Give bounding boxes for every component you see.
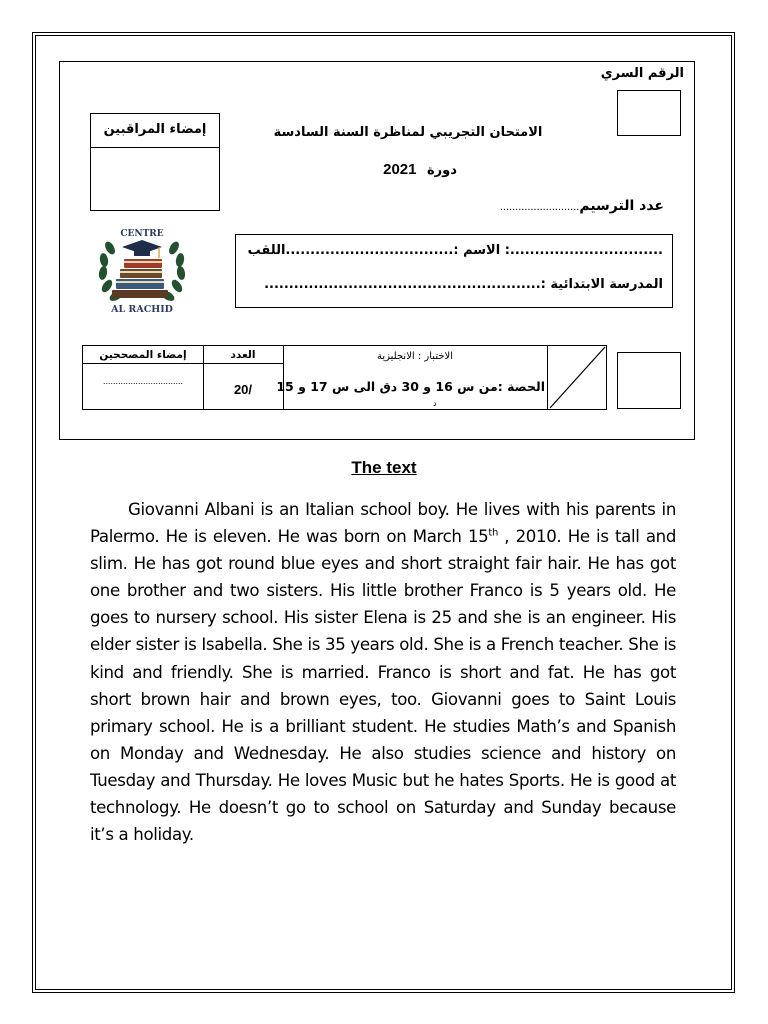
- correctors-signature-field[interactable]: ................................: [102, 376, 183, 386]
- passage-sup: th: [488, 527, 498, 539]
- reading-passage: [90, 496, 676, 848]
- supervisors-signature-label: إمضاء المراقبين: [91, 114, 219, 148]
- subject-label: الاختبار : الانجليزية: [376, 351, 453, 362]
- secret-number-box: [617, 90, 681, 136]
- name-field[interactable]: ...............................: الاسم :..................................اللقب: [247, 243, 663, 258]
- registration-line: [470, 197, 664, 215]
- correctors-signature-label: إمضاء المصححين: [99, 349, 187, 361]
- secret-number-label: الرقم السري: [600, 66, 684, 81]
- logo-bottom-text: AL RACHID: [111, 304, 173, 315]
- supervisors-signature-box: [90, 113, 220, 211]
- score-value: 20/: [233, 382, 253, 397]
- registration-number-label: عدد الترسيم: [579, 198, 664, 214]
- logo-top-text: CENTRE: [120, 229, 164, 239]
- grading-table: [82, 345, 607, 410]
- passage-part-1: Giovanni Albani is an Italian school boy. He lives with his parents in Palermo. He is eleven. He was born on March 15: [90, 500, 676, 547]
- score-label: العدد: [230, 349, 256, 361]
- graduation-cap-icon: [122, 240, 162, 258]
- session-line: [370, 161, 470, 179]
- registration-dots: ..........................: [499, 201, 580, 213]
- diagonal-cell: [547, 346, 606, 409]
- session-label: دورة: [426, 163, 457, 178]
- session-time-cut: د: [433, 399, 437, 408]
- school-field[interactable]: المدرسة الابتدائية :........................................................: [264, 277, 663, 292]
- session-time: الحصة :من س 16 و 30 دق الى س 17 و 15: [276, 379, 545, 394]
- text-title: The text: [351, 458, 417, 477]
- grading-number-box: [617, 352, 681, 409]
- exam-title: الامتحان التجريبي لمناظرة السنة السادسة: [273, 125, 543, 140]
- passage-part-2: , 2010. He is tall and slim. He has got round blue eyes and short straight fair hair. He has got one brother and two sisters. His little brother Franco is 5 years old. He goes to nursery school. His sister Elena is 25 and she is an engineer. His elder sister is Isabella. She is 35 years old. She is a French teacher. She is kind and friendly. She is married. Franco is short and fat. He has got short brown hair and brown eyes, too. Giovanni goes to Saint Louis primary school. He is a brilliant student. He studies Math’s and Spanish on Monday and Wednesday. He also studies science and history on Tuesday and Thursday. He loves Music but he hates Sports. He is good at technology. He doesn’t go to school on Saturday and Sunday because it’s a holiday.: [90, 527, 677, 845]
- session-year: 2021: [383, 161, 417, 178]
- books-icon: [112, 259, 168, 298]
- centre-al-rachid-logo: [92, 226, 192, 316]
